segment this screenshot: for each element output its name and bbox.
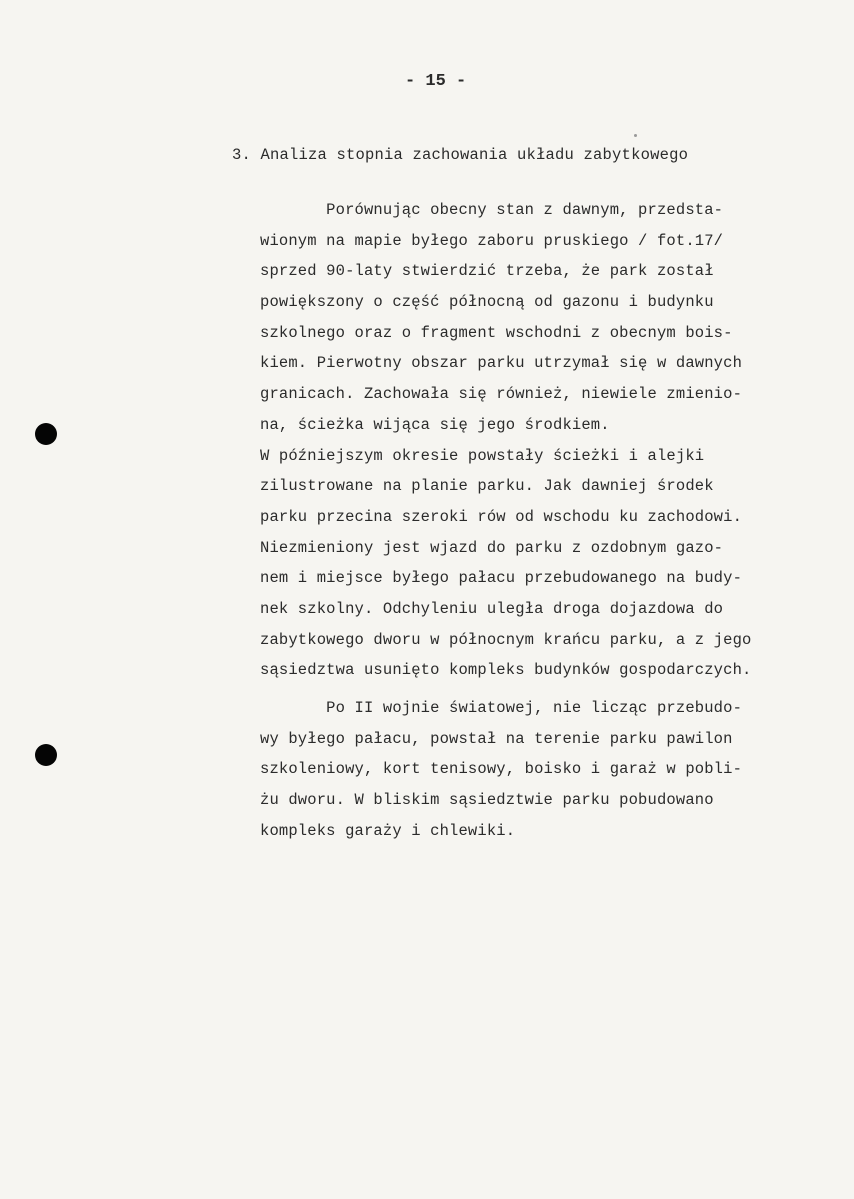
text-line: nek szkolny. Odchyleniu uległa droga dojazdowa do (260, 599, 724, 618)
page-number: - 15 - (405, 72, 467, 91)
paragraph-2 (260, 693, 742, 846)
text-line: sąsiedztwa usunięto kompleks budynków gospodarczych. (260, 661, 752, 680)
punch-hole (35, 423, 57, 445)
text-line: na, ścieżka wijąca się jego środkiem. (260, 415, 610, 434)
text-line: W późniejszym okresie powstały ścieżki i alejki (260, 446, 705, 465)
text-line: kompleks garaży i chlewiki. (260, 821, 516, 840)
text-line: wionym na mapie byłego zaboru pruskiego / fot.17/ (260, 231, 724, 250)
text-line: szkolnego oraz o fragment wschodni z obecnym bois- (260, 323, 733, 342)
section-heading: 3. Analiza stopnia zachowania układu zabytkowego (232, 146, 689, 164)
text-line: parku przecina szeroki rów od wschodu ku zachodowi. (260, 507, 743, 526)
text-line: Niezmieniony jest wjazd do parku z ozdobnym gazo- (260, 538, 724, 557)
text-line: granicach. Zachowała się również, niewiele zmienio- (260, 385, 743, 404)
paragraph-1 (260, 195, 751, 686)
paper-speck (634, 134, 637, 137)
text-line: Po II wojnie światowej, nie licząc przebudo- (260, 699, 743, 717)
text-line: sprzed 90-laty stwierdzić trzeba, że park został (260, 262, 714, 281)
text-line: kiem. Pierwotny obszar parku utrzymał się w dawnych (260, 354, 743, 373)
text-line: Porównując obecny stan z dawnym, przedsta- (260, 201, 724, 219)
text-line: wy byłego pałacu, powstał na terenie parku pawilon (260, 729, 733, 748)
text-line: zilustrowane na planie parku. Jak dawniej środek (260, 477, 714, 496)
text-line: szkoleniowy, kort tenisowy, boisko i garaż w pobli- (260, 760, 743, 779)
text-line: zabytkowego dworu w północnym krańcu parku, a z jego (260, 630, 752, 649)
punch-hole (35, 744, 57, 766)
text-line: nem i miejsce byłego pałacu przebudowanego na budy- (260, 569, 743, 588)
text-line: powiększony o część północną od gazonu i budynku (260, 293, 714, 312)
text-line: żu dworu. W bliskim sąsiedztwie parku pobudowano (260, 791, 714, 810)
